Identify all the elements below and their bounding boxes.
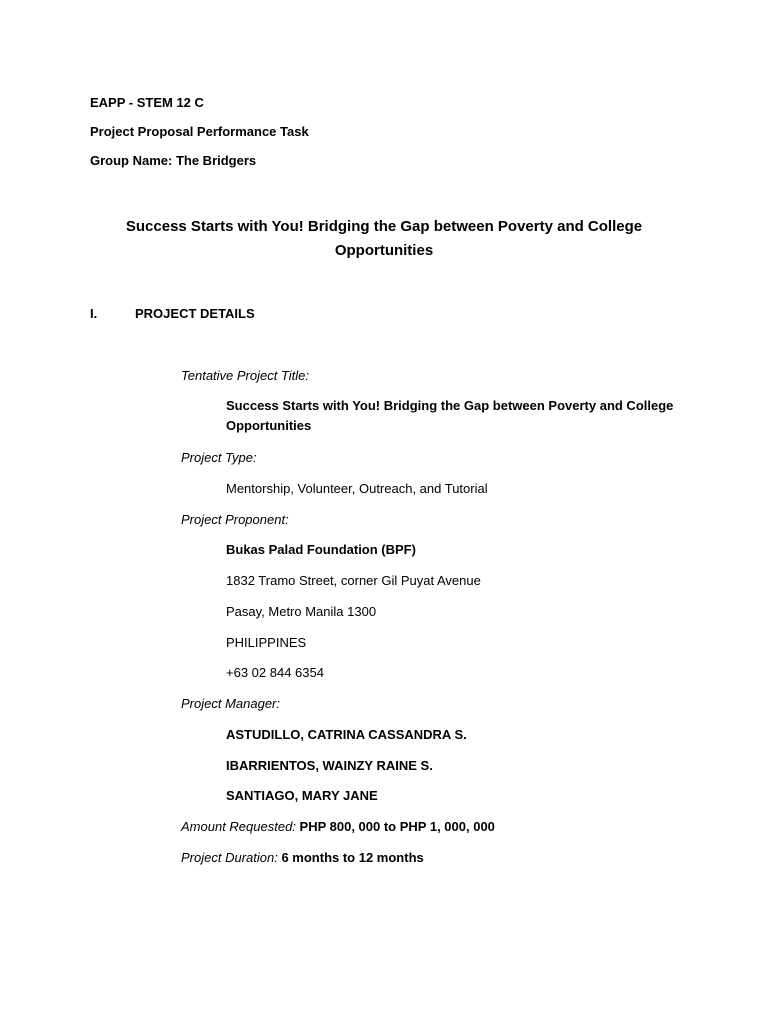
page-title: Success Starts with You! Bridging the Gap between Poverty and College Opportunities: [125, 218, 643, 259]
manager-name: IBARRIENTOS, WAINZY RAINE S.: [226, 758, 433, 773]
tentative-title-value: Success Starts with You! Bridging the Gap between Poverty and College Opportunities: [226, 398, 674, 433]
proponent-address-line1: 1832 Tramo Street, corner Gil Puyat Avenue: [226, 573, 481, 588]
proponent-name: Bukas Palad Foundation (BPF): [226, 542, 416, 557]
manager-name: ASTUDILLO, CATRINA CASSANDRA S.: [226, 727, 467, 742]
group-name-label: Group Name: The Bridgers: [90, 153, 257, 168]
proponent-label: Project Proponent:: [181, 512, 289, 527]
section-number: I.: [90, 306, 98, 321]
tentative-title-label: Tentative Project Title:: [181, 368, 310, 383]
project-duration-line: [181, 849, 424, 866]
manager-name: SANTIAGO, MARY JANE: [226, 788, 378, 803]
proponent-phone: +63 02 844 6354: [226, 665, 324, 680]
project-type-label: Project Type:: [181, 450, 257, 465]
section-heading: PROJECT DETAILS: [135, 306, 255, 321]
duration-label: Project Duration:: [181, 850, 278, 865]
proponent-address-line2: Pasay, Metro Manila 1300: [226, 604, 377, 619]
amount-value: PHP 800, 000 to PHP 1, 000, 000: [299, 819, 495, 834]
proponent-country: PHILIPPINES: [226, 635, 307, 650]
class-label: EAPP - STEM 12 C: [90, 95, 204, 110]
amount-label: Amount Requested:: [181, 819, 296, 834]
task-label: Project Proposal Performance Task: [90, 124, 309, 139]
manager-label: Project Manager:: [181, 696, 280, 711]
duration-value: 6 months to 12 months: [281, 850, 424, 865]
project-type-value: Mentorship, Volunteer, Outreach, and Tutorial: [226, 481, 488, 496]
amount-requested-line: [181, 818, 495, 835]
